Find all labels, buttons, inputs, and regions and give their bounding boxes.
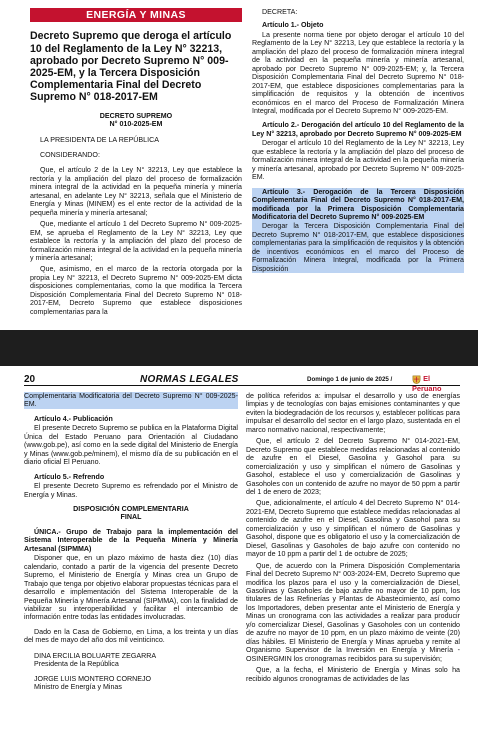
highlighted-selection[interactable] <box>252 188 464 274</box>
page-header <box>24 374 460 393</box>
dado-paragraph: Dado en la Casa de Gobierno, en Lima, a los treinta y un días del mes de mayo del año dos mil veinticinco. <box>24 627 238 645</box>
signatory-role: Presidenta de la República <box>34 660 119 669</box>
paragraph: Que, el artículo 2 de la Ley N° 32213, Ley que establece la rectoría y la ampliación del plazo del proceso de formalización minera integral de la actividad en la pequeña minería y minería artesanal, en adelante Ley N° 32213, señala que el Ministerio de Energía y Minas (MINEM) es el ente rector de la actividad de la pequeña minería y minería artesanal; <box>30 166 242 217</box>
president-line: LA PRESIDENTA DE LA REPÚBLICA <box>40 135 159 144</box>
section-banner: ENERGÍA Y MINAS <box>30 8 242 22</box>
paragraph: Que, el artículo 2 del Decreto Supremo N° 014-2021-EM, Decreto Supremo que establece medidas relacionadas al contenido de azufre en el Diesel, Gasolina y Gasohol para su comercialización y uso y simplifican el número de Gasolinas y Gasohol, establece el uso y comercialización de Gasolinas y Gasoholes con un contenido de azufre no mayor de 50 ppm a partir del 1 de enero de 2023; <box>246 437 460 496</box>
unica-text: Disponer que, en un plazo máximo de hasta diez (10) días calendario, contado a partir de la vigencia del presente Decreto Supremo, el Ministerio de Energía y Minas crea un Grupo de Trabajo que tenga por objetivo elaborar propuestas técnicas para el desarrollo e implementación del Sistema Interoperable de la Pequeña Minería y Minería Artesanal (SIPMMA), con la finalidad de viabilizar su interoperabilidad y facilitar el intercambio de información entre todas las entidades involucradas. <box>24 554 238 622</box>
column-left <box>30 8 242 319</box>
disposition-heading: DISPOSICIÓN COMPLEMENTARIA <box>73 504 189 513</box>
decreta-heading: DECRETA: <box>262 8 298 16</box>
paragraph: Que, de acuerdo con la Primera Disposición Complementaria Final del Decreto Supremo N° 003-2024-EM, Decreto Supremo que modifica los plazos para el uso y la comercialización de Diesel, Gasolinas y Gasoholes de bajo azufre no mayor de 10 ppm, los titulares de las Refinerías y Plantas de Abastecimiento, así como los Importadores, deben presentar ante el Ministerio de Energía y Minas un cronograma con las actividades a realizar para producir y/o comercializar Diesel, Gasolinas y Gasoholes con un contenido de azufre no mayor de 10 ppm, en un plazo máximo de veinte (20) días hábiles. El Ministerio de Energía y Minas aprueba y remite al Organismo Supervisor de la Inversión en Energía y Minería - OSINERGMIN los cronogramas recibidos para su supervisión; <box>246 561 460 663</box>
article-3-title: Artículo 3.- Derogación de la Tercera Disposición Complementaria Final del Decreto Supremo N° 018-2017-EM, modificada por la Primera Disposición Complementaria Modificatoria del Decreto Supremo N° 009-2025-EM <box>252 187 464 221</box>
page-number: 20 <box>24 374 36 385</box>
article-2-text: Derogar el artículo 10 del Reglamento de la Ley N° 32213, Ley que establece la rectoría y la ampliación del plazo del proceso de formalización minera integral de la actividad en la pequeña minería y minería artesanal, aprobado por Decreto Supremo N° 009-2025-EM. <box>252 139 464 182</box>
signatory-name: DINA ERCILIA BOLUARTE ZEGARRA <box>34 651 157 660</box>
highlighted-selection[interactable] <box>24 392 238 409</box>
article-5-title: Artículo 5.- Refrendo <box>34 472 105 481</box>
publication-name: NORMAS LEGALES <box>140 374 239 385</box>
column-right <box>246 392 460 686</box>
column-left <box>24 392 238 692</box>
article-1-text: La presente norma tiene por objeto derogar el artículo 10 del Reglamento de la Ley N° 32213, Ley que establece la rectoría y la ampliación del plazo del proceso de formalización minera integral de la actividad en la pequeña minería y minería artesanal, aprobado por Decreto Supremo N° 009-2025-EM; y, la Tercera Disposición Complementaria Final del Decreto Supremo N° 018-2017-EM, que establece disposiciones complementarias para la simplificación de requisitos y la obtención de incentivos económicos en el marco del Proceso de Formalización Minera Integral, modificada por el Decreto Supremo N° 009-2025-EM. <box>252 30 464 115</box>
signatory-name: JORGE LUIS MONTERO CORNEJO <box>34 674 152 683</box>
paragraph: Que, mediante el artículo 1 del Decreto Supremo N° 009-2025-EM, se aprueba el Reglamento de la Ley N° 32213, Ley que establece la rectoría y la ampliación del plazo del proceso de formalización minera integral de la actividad en la pequeña minería y minería artesanal; <box>30 220 242 263</box>
el-peruano-logo <box>412 374 460 393</box>
article-5-text: El presente Decreto Supremo es refrendado por el Ministro de Energía y Minas. <box>24 482 238 499</box>
page-separator <box>0 330 478 366</box>
decree-headline: Decreto Supremo que deroga el artículo 10 del Reglamento de la Ley N° 32213, aprobado por Decreto Supremo N° 009-2025-EM, y la Tercera Disposición Complementaria Final del Decreto Supremo N° 018-2017-EM <box>30 30 232 104</box>
paragraph: Que, a la fecha, el Ministerio de Energía y Minas solo ha recibido algunos cronogramas de actividades de las <box>246 666 460 683</box>
page-bottom <box>0 366 478 749</box>
logo-text: El Peruano <box>412 374 442 393</box>
decree-title: DECRETO SUPREMO <box>99 111 173 120</box>
paragraph: Que, asimismo, en el marco de la rectoría otorgada por la propia Ley N° 32213, el Decreto Supremo N° 009-2025-EM dicta disposiciones complementarias, como la que modifica la Tercera Disposición Complementaria Final del Decreto Supremo N° 018-2017-EM, Decreto Supremo que establece disposiciones complementarias para la <box>30 265 242 316</box>
signatory-role: Ministro de Energía y Minas <box>34 683 122 692</box>
article-4-text: El presente Decreto Supremo se publica en la Plataforma Digital Única del Estado Peruano para Orientación al Ciudadano (www.gob.pe), así como en la sede digital del Ministerio de Energía y Minas (www.gob.pe/minem), el mismo día de su publicación en el diario oficial El Peruano. <box>24 424 238 467</box>
article-4-title: Artículo 4.- Publicación <box>34 414 113 423</box>
article-1-title: Artículo 1.- Objeto <box>262 21 324 30</box>
unica-title: ÚNICA.- Grupo de Trabajo para la implementación del Sistema Interoperable de la Pequeña Minería y Minería Artesanal (SIPMMA) <box>24 527 238 553</box>
publication-date: Domingo 1 de junio de 2025 / <box>307 376 393 383</box>
considerando-heading: CONSIDERANDO: <box>40 151 100 160</box>
page-top <box>0 0 478 330</box>
paragraph: Que, adicionalmente, el artículo 4 del Decreto Supremo N° 014-2021-EM, Decreto Supremo que establece medidas relacionadas al contenido de azufre en el Diesel, Gasolina y Gasohol para su comercialización y uso y simplifican el número de Gasolinas y Gasohol, dispone que es obligatorio el uso y la comercialización de Diesel, Gasolinas y Gasoholes de bajo azufre con contenido no mayor de 10 ppm a partir del 1 de octubre de 2025; <box>246 499 460 559</box>
decree-number: N° 010-2025-EM <box>109 120 163 129</box>
column-right <box>252 8 464 273</box>
article-3-text: Derogar la Tercera Disposición Complementaria Final del Decreto Supremo N° 018-2017-EM, que establece disposiciones complementarias para la simplificación de requisitos y la obtención de incentivos económicos en el marco del Proceso de Formalización Minera Integral, modificada por la Primera Disposición <box>252 222 464 273</box>
paragraph: de política referidos a: impulsar el desarrollo y uso de energías limpias y de tecnologías con bajas emisiones contaminantes y que eviten la biodegradación de los recursos y, establecer políticas para impulsar el desarrollo del sector en el largo plazo, sustentada en el marco normativo nacional, respectivamente; <box>246 392 460 434</box>
continued-text: Complementaria Modificatoria del Decreto Supremo N° 009-2025-EM. <box>24 392 238 409</box>
disposition-heading-final: FINAL <box>120 513 142 522</box>
coat-of-arms-icon <box>412 375 421 384</box>
article-2-title: Artículo 2.- Derogación del artículo 10 del Reglamento de la Ley N° 32213, aprobado por Decreto Supremo N° 009-2025-EM <box>252 121 464 138</box>
